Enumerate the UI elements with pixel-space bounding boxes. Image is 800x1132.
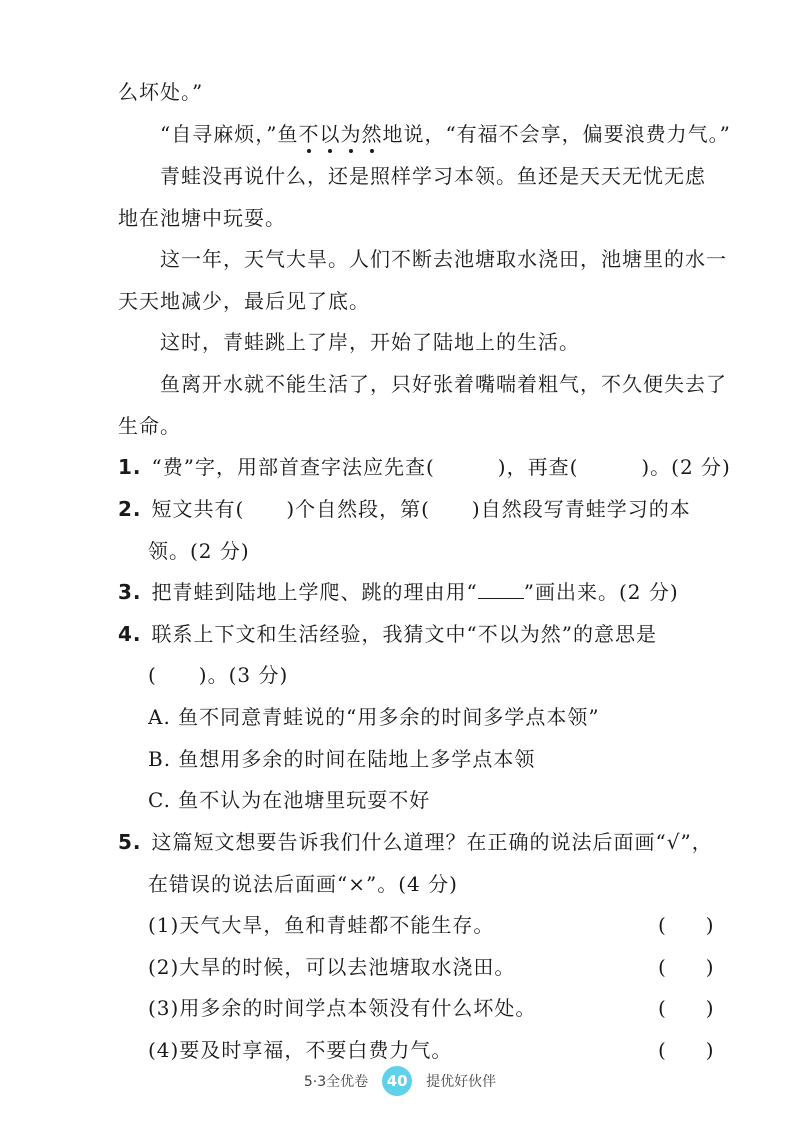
answer-paren[interactable]: ( ) — [658, 1038, 714, 1062]
option-b: B. 鱼想用多余的时间在陆地上多学点本领 — [148, 747, 536, 771]
judgement-item: (3)用多余的时间学点本领没有什么坏处。 — [148, 996, 537, 1020]
option-c: C. 鱼不认为在池塘里玩耍不好 — [148, 788, 431, 812]
emphasis-char: 然 — [361, 122, 383, 146]
footer-slogan: 提优好伙伴 — [426, 1074, 497, 1090]
page-number-badge: 40 — [382, 1066, 412, 1096]
question-3 — [118, 578, 679, 606]
page-footer — [0, 1066, 800, 1096]
question-text-continued: 在错误的说法后面画“×”。(4 分) — [148, 872, 458, 896]
question-number: 5. — [118, 830, 142, 854]
question-text: 这篇短文想要告诉我们什么道理？在正确的说法后面画“√”， — [151, 830, 713, 854]
judgement-item: (1)天气大旱，鱼和青蛙都不能生存。 — [148, 913, 495, 937]
question-number: 3. — [118, 580, 142, 604]
question-text: 短文共有( )个自然段，第( )自然段写青蛙学习的本 — [151, 497, 691, 521]
question-text: 联系上下文和生活经验，我猜文中“不以为然”的意思是 — [151, 622, 657, 646]
passage-line: 这一年，天气大旱。人们不断去池塘取水浇田，池塘里的水一 — [160, 247, 727, 271]
option-a: A. 鱼不同意青蛙说的“用多余的时间多学点本领” — [148, 705, 600, 729]
question-number: 2. — [118, 497, 142, 521]
passage-line: 青蛙没再说什么，还是照样学习本领。鱼还是天天无忧无虑 — [160, 164, 706, 188]
question-text: 把青蛙到陆地上学爬、跳的理由用“ — [151, 580, 478, 604]
answer-paren[interactable]: ( ) — [658, 996, 714, 1020]
question-5 — [118, 828, 713, 856]
emphasis-char: 不 — [298, 122, 320, 146]
question-number: 1. — [118, 455, 142, 479]
passage-line: 生命。 — [118, 414, 181, 438]
footer-brand: 5·3全优卷 — [303, 1074, 369, 1090]
question-4 — [118, 620, 657, 648]
underline-sample — [478, 580, 524, 599]
passage-line: 鱼离开水就不能生活了，只好张着嘴喘着粗气，不久便失去了 — [160, 372, 727, 396]
answer-paren[interactable]: ( ) — [658, 955, 714, 979]
question-text-continued: ( )。(3 分) — [148, 663, 289, 687]
question-1 — [118, 453, 731, 481]
passage-line — [160, 120, 731, 148]
emphasis-char: 以 — [319, 122, 341, 146]
passage-line: 天天地减少，最后见了底。 — [118, 289, 370, 313]
emphasis-char: 为 — [340, 122, 362, 146]
question-text: ”画出来。(2 分) — [523, 580, 679, 604]
passage-line: 地在池塘中玩耍。 — [118, 206, 286, 230]
question-2 — [118, 495, 691, 523]
passage-line: 么坏处。” — [118, 80, 204, 104]
question-number: 4. — [118, 622, 142, 646]
question-text: “费”字，用部首查字法应先查( )，再查( )。(2 分) — [151, 455, 731, 479]
passage-text: “自寻麻烦，”鱼 — [160, 122, 299, 146]
question-text-continued: 领。(2 分) — [148, 539, 250, 563]
judgement-item: (2)大旱的时候，可以去池塘取水浇田。 — [148, 955, 516, 979]
judgement-item: (4)要及时享福，不要白费力气。 — [148, 1038, 453, 1062]
answer-paren[interactable]: ( ) — [658, 913, 714, 937]
passage-text: 地说，“有福不会享，偏要浪费力气。” — [382, 122, 731, 146]
passage-line: 这时，青蛙跳上了岸，开始了陆地上的生活。 — [160, 330, 580, 354]
